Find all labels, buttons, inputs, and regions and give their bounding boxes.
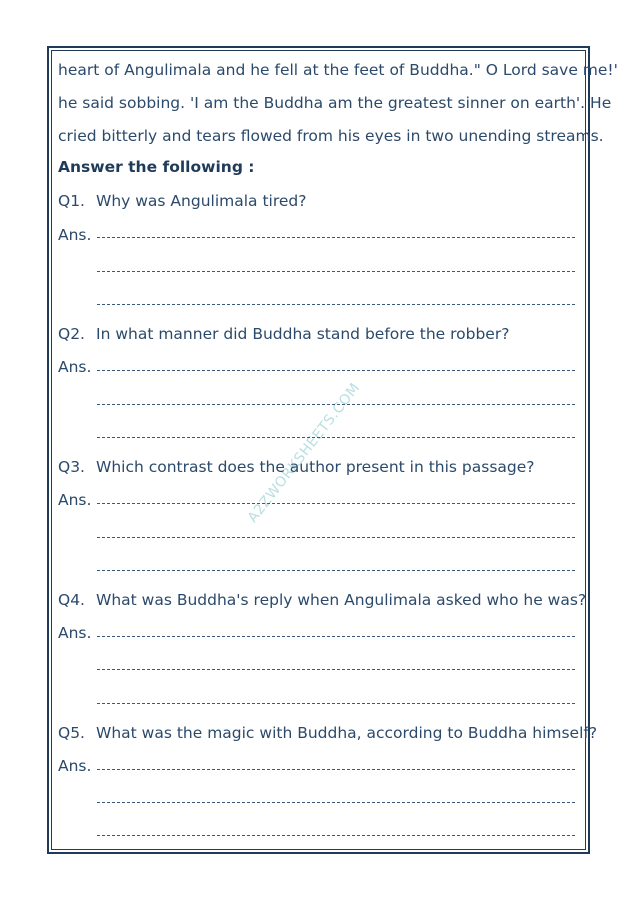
watermark: A2ZWORKSHEETS.COM [244, 380, 364, 526]
question-text: In what manner did Buddha stand before the robber? [96, 325, 510, 343]
answer-line[interactable] [97, 370, 575, 371]
answer-label: Ans. [58, 624, 92, 642]
question-number: Q4. [58, 591, 85, 609]
answer-line[interactable] [97, 503, 575, 504]
question-number: Q1. [58, 192, 85, 210]
answer-line[interactable] [97, 570, 575, 571]
question-number: Q2. [58, 325, 85, 343]
answer-line[interactable] [97, 769, 575, 770]
answer-line[interactable] [97, 636, 575, 637]
answer-line[interactable] [97, 304, 575, 305]
answer-label: Ans. [58, 757, 92, 775]
section-heading: Answer the following : [58, 158, 255, 176]
answer-line[interactable] [97, 237, 575, 238]
question-text: Why was Angulimala tired? [96, 192, 307, 210]
answer-line[interactable] [97, 537, 575, 538]
question-number: Q5. [58, 724, 85, 742]
answer-line[interactable] [97, 802, 575, 803]
passage-line-1: heart of Angulimala and he fell at the feet of Buddha." O Lord save me!' [58, 61, 618, 79]
question-text: Which contrast does the author present in this passage? [96, 458, 535, 476]
passage-line-3: cried bitterly and tears flowed from his eyes in two unending streams. [58, 127, 604, 145]
answer-line[interactable] [97, 404, 575, 405]
passage-line-2: he said sobbing. 'I am the Buddha am the greatest sinner on earth'. He [58, 94, 612, 112]
answer-line[interactable] [97, 271, 575, 272]
answer-line[interactable] [97, 835, 575, 836]
answer-label: Ans. [58, 491, 92, 509]
answer-line[interactable] [97, 669, 575, 670]
answer-label: Ans. [58, 226, 92, 244]
question-text: What was the magic with Buddha, according to Buddha himself? [96, 724, 598, 742]
question-number: Q3. [58, 458, 85, 476]
answer-label: Ans. [58, 358, 92, 376]
answer-line[interactable] [97, 703, 575, 704]
question-text: What was Buddha's reply when Angulimala asked who he was? [96, 591, 587, 609]
answer-line[interactable] [97, 437, 575, 438]
